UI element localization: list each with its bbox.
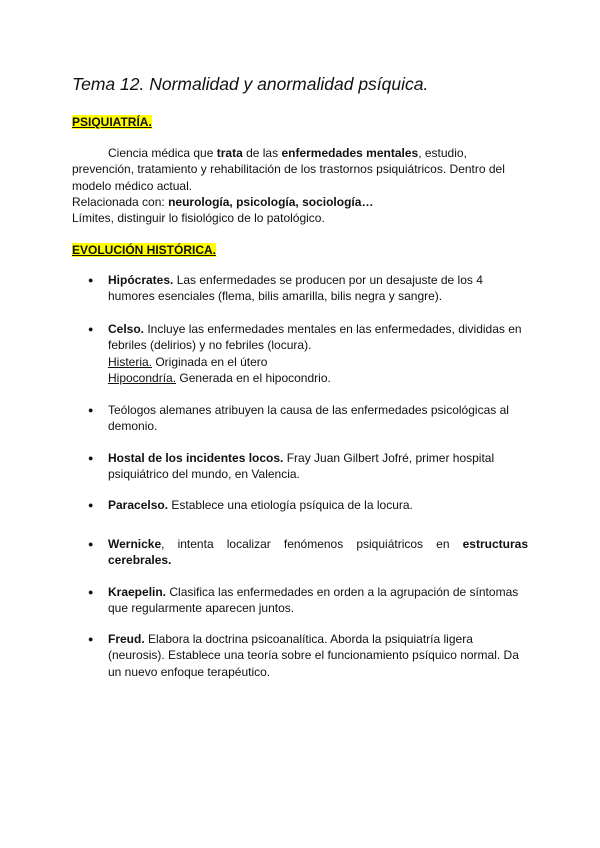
item-name: Freud. xyxy=(108,632,145,646)
list-item-freud xyxy=(88,631,528,680)
item-text: Originada en el útero xyxy=(152,354,268,369)
item-name: Wernicke xyxy=(108,537,162,551)
list-item-paracelso xyxy=(88,497,528,513)
bullet-icon: ● xyxy=(88,500,94,510)
bold-trata: trata xyxy=(216,146,243,160)
text-span: Ciencia médica que xyxy=(108,146,217,160)
bullet-icon: ● xyxy=(88,587,94,597)
item-text: Teólogos alemanes atribuyen la causa de las enfermedades psicológicas al xyxy=(108,403,509,417)
text-span: de las xyxy=(242,146,282,160)
bullet-icon: ● xyxy=(88,405,94,415)
item-text: Elabora la doctrina psicoanalítica. Aborda la psiquiatría ligera xyxy=(144,632,473,646)
bold-related-fields: neurología, psicología, sociología… xyxy=(168,194,374,209)
bullet-icon: ● xyxy=(88,539,94,549)
title-rest: . Normalidad y anormalidad psíquica. xyxy=(139,74,429,94)
item-text: febriles (delirios) y no febriles (locura). xyxy=(108,338,312,353)
item-text: Fray Juan Gilbert Jofré, primer hospital xyxy=(283,451,495,465)
heading-evolucion-text: EVOLUCIÓN HISTÓRICA. xyxy=(72,243,217,257)
list-item-hostal xyxy=(88,450,528,483)
heading-psiquiatria xyxy=(72,115,152,129)
term-hipocondria: Hipocondría. xyxy=(108,370,177,385)
item-text: Incluye las enfermedades mentales en las enfermedades, divididas en xyxy=(144,322,522,336)
para-line-4 xyxy=(72,194,532,210)
item-text: Generada en el hipocondrio. xyxy=(176,370,331,385)
item-text: un nuevo enfoque terapéutico. xyxy=(108,664,271,679)
list-item-celso xyxy=(88,321,528,386)
para-line-3: modelo médico actual. xyxy=(72,178,193,193)
item-text: humores esenciales (flema, bilis amarilla, bilis negra y sangre). xyxy=(108,289,443,304)
item-text: Las enfermedades se producen por un desajuste de los 4 xyxy=(173,273,483,287)
item-text: que regularmente aparecen juntos. xyxy=(108,601,295,616)
bold-enfermedades-mentales: enfermedades mentales xyxy=(281,146,419,160)
item-text: , intenta localizar fenómenos psiquiátricos en xyxy=(161,537,463,551)
item-text: Establece una etiología psíquica de la locura. xyxy=(168,498,413,512)
item-name: Hipócrates. xyxy=(108,273,174,287)
text-span: Relacionada con: xyxy=(72,194,169,209)
item-text: demonio. xyxy=(108,419,158,434)
term-histeria: Histeria. xyxy=(108,354,153,369)
list-item-hipocrates xyxy=(88,272,528,305)
heading-psiquiatria-text: PSIQUIATRÍA. xyxy=(72,115,152,129)
list-item-kraepelin xyxy=(88,584,528,617)
bold-cerebrales: cerebrales. xyxy=(108,553,172,568)
para-line-2: prevención, tratamiento y rehabilitación de los trastornos psiquiátricos. Dentro del xyxy=(72,162,505,177)
item-name: Celso. xyxy=(108,322,145,336)
bold-estructuras: estructuras xyxy=(462,537,528,551)
item-text: psiquiátrico del mundo, en Valencia. xyxy=(108,467,300,482)
page-title xyxy=(72,74,428,95)
bullet-icon: ● xyxy=(88,453,94,463)
para-line-1 xyxy=(72,145,532,161)
heading-evolucion xyxy=(72,243,216,257)
psiquiatria-paragraph xyxy=(72,145,532,226)
bullet-icon: ● xyxy=(88,275,94,285)
list-item-teologos xyxy=(88,402,528,435)
list-item-wernicke xyxy=(88,536,528,569)
title-prefix: Tema 12 xyxy=(72,74,140,94)
item-text: (neurosis). Establece una teoría sobre el funcionamiento psíquico normal. Da xyxy=(108,648,519,663)
para-line-5: Límites, distinguir lo fisiológico de lo patológico. xyxy=(72,211,325,226)
bullet-icon: ● xyxy=(88,634,94,644)
item-name: Paracelso. xyxy=(108,498,169,512)
text-span: , estudio, xyxy=(418,146,467,160)
item-name: Kraepelin. xyxy=(108,585,167,599)
item-name: Hostal de los incidentes locos. xyxy=(108,451,284,465)
bullet-icon: ● xyxy=(88,324,94,334)
item-text: Clasifica las enfermedades en orden a la agrupación de síntomas xyxy=(166,585,519,599)
